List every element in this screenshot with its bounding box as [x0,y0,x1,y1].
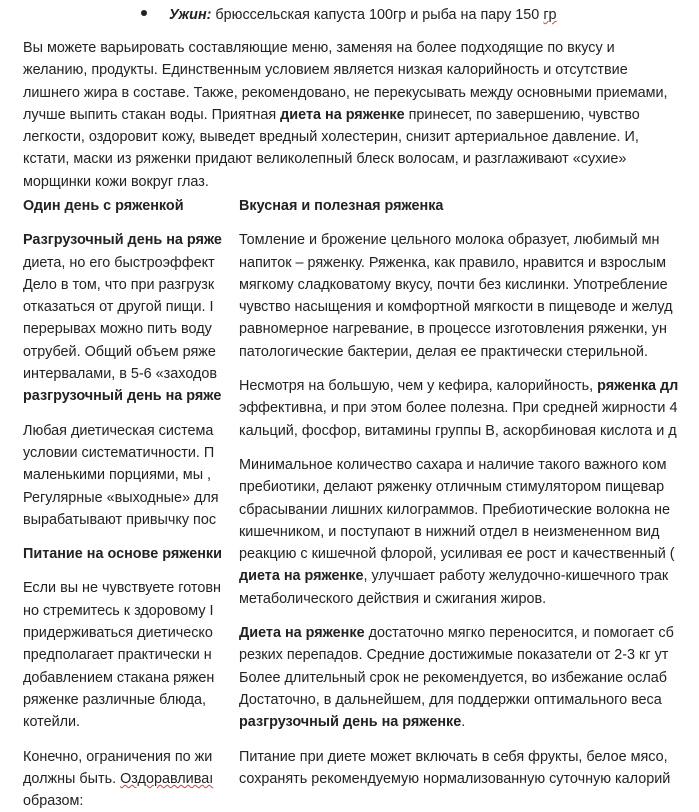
left-section-1 [23,229,222,407]
dinner-text-tail: гр [543,7,557,23]
right-line: кальций, фосфор, витамины группы В, аскорбиновая кислота и д [239,422,677,439]
dinner-bullet-item [141,4,557,26]
left-heading-1: Один день с ряженкой [23,198,184,214]
right-line: Питание при диете может включать в себя фрукты, белое мясо, [239,748,668,765]
right-line: напиток – ряженку. Ряженка, как правило, нравится и взрослым [239,254,666,271]
right-p4-bold: Диета на ряженке [239,625,365,642]
left-line: котейли. [23,714,81,731]
right-line: резких перепадов. Средние достижимые показатели от 2-3 кг ут [239,647,669,664]
right-p2-a: Несмотря на большую, чем у кефира, калорийность, [239,378,598,395]
left-line: Если вы не чувствуете готовн [23,580,221,597]
right-line: Более длительный срок не рекомендуется, во избежание ослаб [239,669,668,686]
left-line: перерывах можно пить воду [23,321,212,338]
left-line: интервалами, в 5-6 «заходов [23,366,218,383]
left-s4-a: должны быть. [23,770,121,787]
left-s1-bold-end: разгрузочный день на ряже [23,388,222,405]
right-p4-period: . [461,714,466,731]
left-section-3 [23,577,222,733]
back-para-text2: принесет, по завершению, чувство легкости, оздоровит кожу, выведет вредный холестерин, снизит артериальное давление. И, кстати, маски из ряженки придают великолепный блеск волосам, и разглаживают «сухие» морщинки кожи вокруг глаз. [23,106,640,190]
left-line: вырабатывают привычку пос [23,511,217,528]
right-line: сбрасывании лишних килограммов. Пребиотические волокна не [239,501,670,518]
right-line: кишечником, и поступают в нижний отдел в неизмененном вид [239,523,660,540]
back-para-text: Вы можете варьировать составляющие меню, заменяя на более подходящие по вкусу и желанию, продукты. Единственным условием является низкая калорийность и отсутствие лишнего жира в составе. Также, рекомендовано, не перекусывать между основными приемами, лучше выпить стакан воды. Приятная [23,40,668,123]
left-line: Любая диетическая система [23,422,214,439]
right-line: метаболического действия и сжигания жиров. [239,590,547,607]
left-section-4 [23,746,222,812]
right-line: эффективна, и при этом более полезна. При средней жирности 4 [239,400,678,417]
right-line: Минимальное количество сахара и наличие такого важного ком [239,456,667,473]
left-line: отказаться от другой пищи. I [23,299,214,316]
left-line: образом: [23,793,84,810]
left-line: Дело в том, что при разгрузк [23,276,215,293]
right-line: чувство насыщения и комфортной мягкости в пищеводе и желуд [239,299,673,316]
right-paragraph-1 [239,229,699,363]
left-line: но стремитесь к здоровому I [23,602,214,619]
left-line: ряженке различные блюда, [23,691,207,708]
right-line: Достаточно, в дальнейшем, для поддержки оптимального веса [239,691,662,708]
dinner-label: Ужин: [169,7,212,23]
right-paragraph-3 [239,454,699,610]
dinner-text: брюссельская капуста 100гр и рыба на пару 150 [211,7,544,23]
left-line: предполагает практически н [23,647,212,664]
back-para-bold: диета на ряженке [280,106,405,123]
left-line: добавлением стакана ряжен [23,669,215,686]
right-line: равномерное нагревание, в процессе изготовления ряженки, ун [239,321,667,338]
right-p4-rest: достаточно мягко переносится, и помогает сб [364,625,674,642]
right-paragraph-2 [239,375,699,442]
right-paragraph-5 [239,746,699,791]
right-line: Томление и брожение цельного молока образует, любимый мн [239,232,660,249]
right-line: пребиотики, делают ряженку отличным стимулятором пищевар [239,479,665,496]
left-section-2 [23,420,222,531]
right-p4-bold-end: разгрузочный день на ряженке [239,714,462,731]
left-line: диета, но его быстроэффект [23,254,215,271]
right-line: мягкому сладковатому вкусу, почти без кислинки. Употребление [239,276,668,293]
background-paragraph [23,37,673,190]
bullet-dot-icon [141,10,147,16]
left-line: Регулярные «выходные» для [23,489,219,506]
left-s4-b: Оздоравливаı [120,770,214,787]
left-s1-bold: Разгрузочный день на ряже [23,232,222,249]
left-line: Конечно, ограничения по жи [23,748,213,765]
right-line: реакцию с кишечной флорой, усиливая ее рост и качественный ( [239,546,675,563]
right-heading: Вкусная и полезная ряженка [239,198,444,214]
right-column-overlay [222,170,679,787]
right-p3-bold: диета на ряженке [239,568,364,585]
left-line: условии систематичности. П [23,444,215,461]
right-line: сохранять рекомендуемую нормализованную суточную калорий [239,770,671,787]
right-line: патологические бактерии, делая ее практически стерильной. [239,343,648,360]
left-heading-2: Питание на основе ряженки [23,546,222,563]
left-line: отрубей. Общий объем ряже [23,343,216,360]
left-column [23,195,222,810]
left-line: придерживаться диетическо [23,625,213,642]
left-line: маленькими порциями, мы , [23,467,212,484]
right-p3-rest: , улучшает работу желудочно-кишечного трак [363,568,669,585]
right-paragraph-4 [239,622,699,733]
right-p2-bold: ряженка дл [597,378,679,395]
